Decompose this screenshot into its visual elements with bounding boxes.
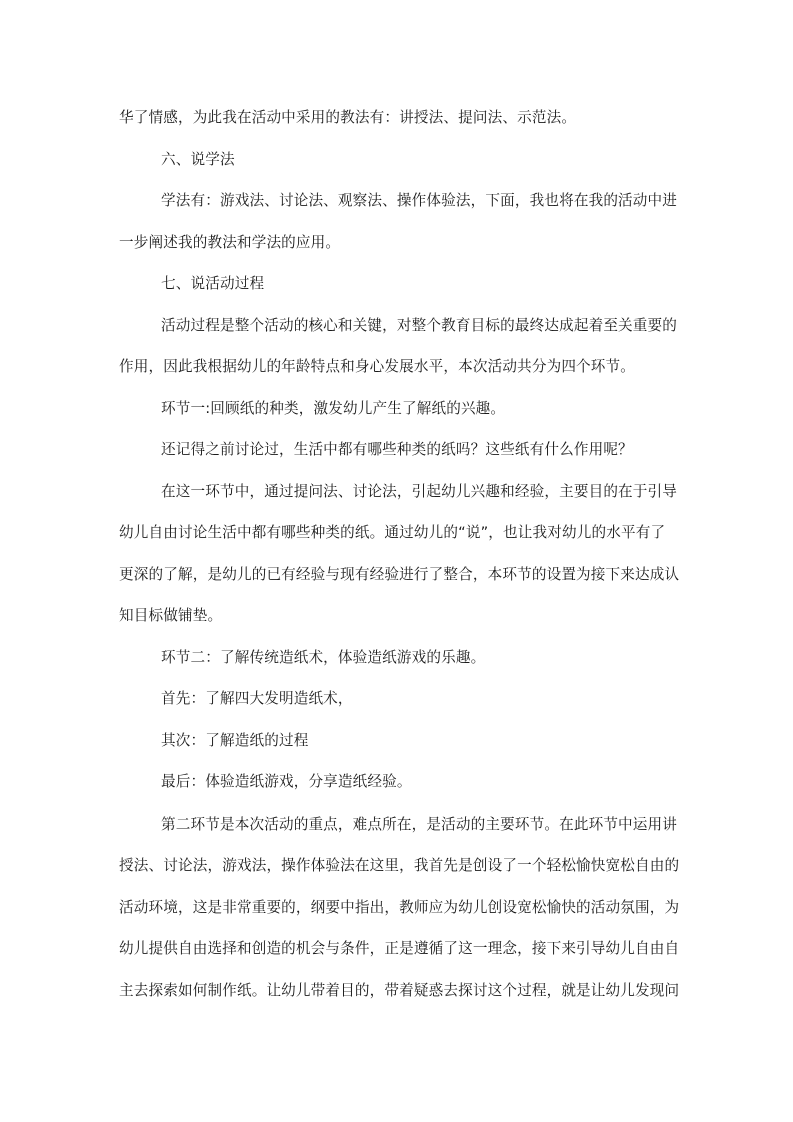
paragraph-line: 更深的了解，是幼儿的已有经验与现有经验进行了整合，本环节的设置为接下来达成认	[119, 566, 680, 583]
paragraph-line: 授法、讨论法，游戏法，操作体验法在这里，我首先是创设了一个轻松愉快宽松自由的	[119, 857, 680, 874]
paragraph-line: 幼儿提供自由选择和创造的机会与条件，正是遵循了这一理念，接下来引导幼儿自由自	[119, 940, 680, 957]
list-item: 其次：了解造纸的过程	[161, 732, 309, 749]
section-heading: 六、说学法	[161, 151, 235, 168]
list-item: 最后：体验造纸游戏，分享造纸经验。	[161, 773, 412, 790]
paragraph-line: 知目标做铺垫。	[119, 607, 223, 624]
paragraph-line: 作用，因此我根据幼儿的年龄特点和身心发展水平，本次活动共分为四个环节。	[119, 358, 636, 375]
paragraph-line: 活动环境，这是非常重要的，纲要中指出，教师应为幼儿创设宽松愉快的活动氛围，为	[119, 899, 680, 916]
paragraph-line: 一步阐述我的教法和学法的应用。	[119, 234, 341, 251]
paragraph-line: 在这一环节中，通过提问法、讨论法，引起幼儿兴趣和经验，主要目的在于引导	[161, 483, 678, 500]
paragraph-line: 学法有：游戏法、讨论法、观察法、操作体验法，下面，我也将在我的活动中进	[161, 192, 678, 209]
paragraph-line: 第二环节是本次活动的重点，难点所在，是活动的主要环节。在此环节中运用讲	[161, 816, 678, 833]
paragraph-line: 华了情感，为此我在活动中采用的教法有：讲授法、提问法、示范法。	[119, 109, 577, 126]
section-heading: 七、说活动过程	[161, 275, 265, 292]
paragraph-line: 主去探索如何制作纸。让幼儿带着目的，带着疑惑去探讨这个过程，就是让幼儿发现问	[119, 982, 680, 999]
subsection-heading: 环节二：了解传统造纸术，体验造纸游戏的乐趣。	[161, 649, 486, 666]
paragraph-line: 幼儿自由讨论生活中都有哪些种类的纸。通过幼儿的“说”，也让我对幼儿的水平有了	[119, 524, 666, 541]
paragraph-line: 还记得之前讨论过，生活中都有哪些种类的纸吗？这些纸有什么作用呢？	[161, 441, 633, 458]
subsection-heading: 环节一:回顾纸的种类，激发幼儿产生了解纸的兴趣。	[161, 400, 506, 417]
list-item: 首先：了解四大发明造纸术，	[161, 690, 353, 707]
paragraph-line: 活动过程是整个活动的核心和关键，对整个教育目标的最终达成起着至关重要的	[161, 317, 678, 334]
